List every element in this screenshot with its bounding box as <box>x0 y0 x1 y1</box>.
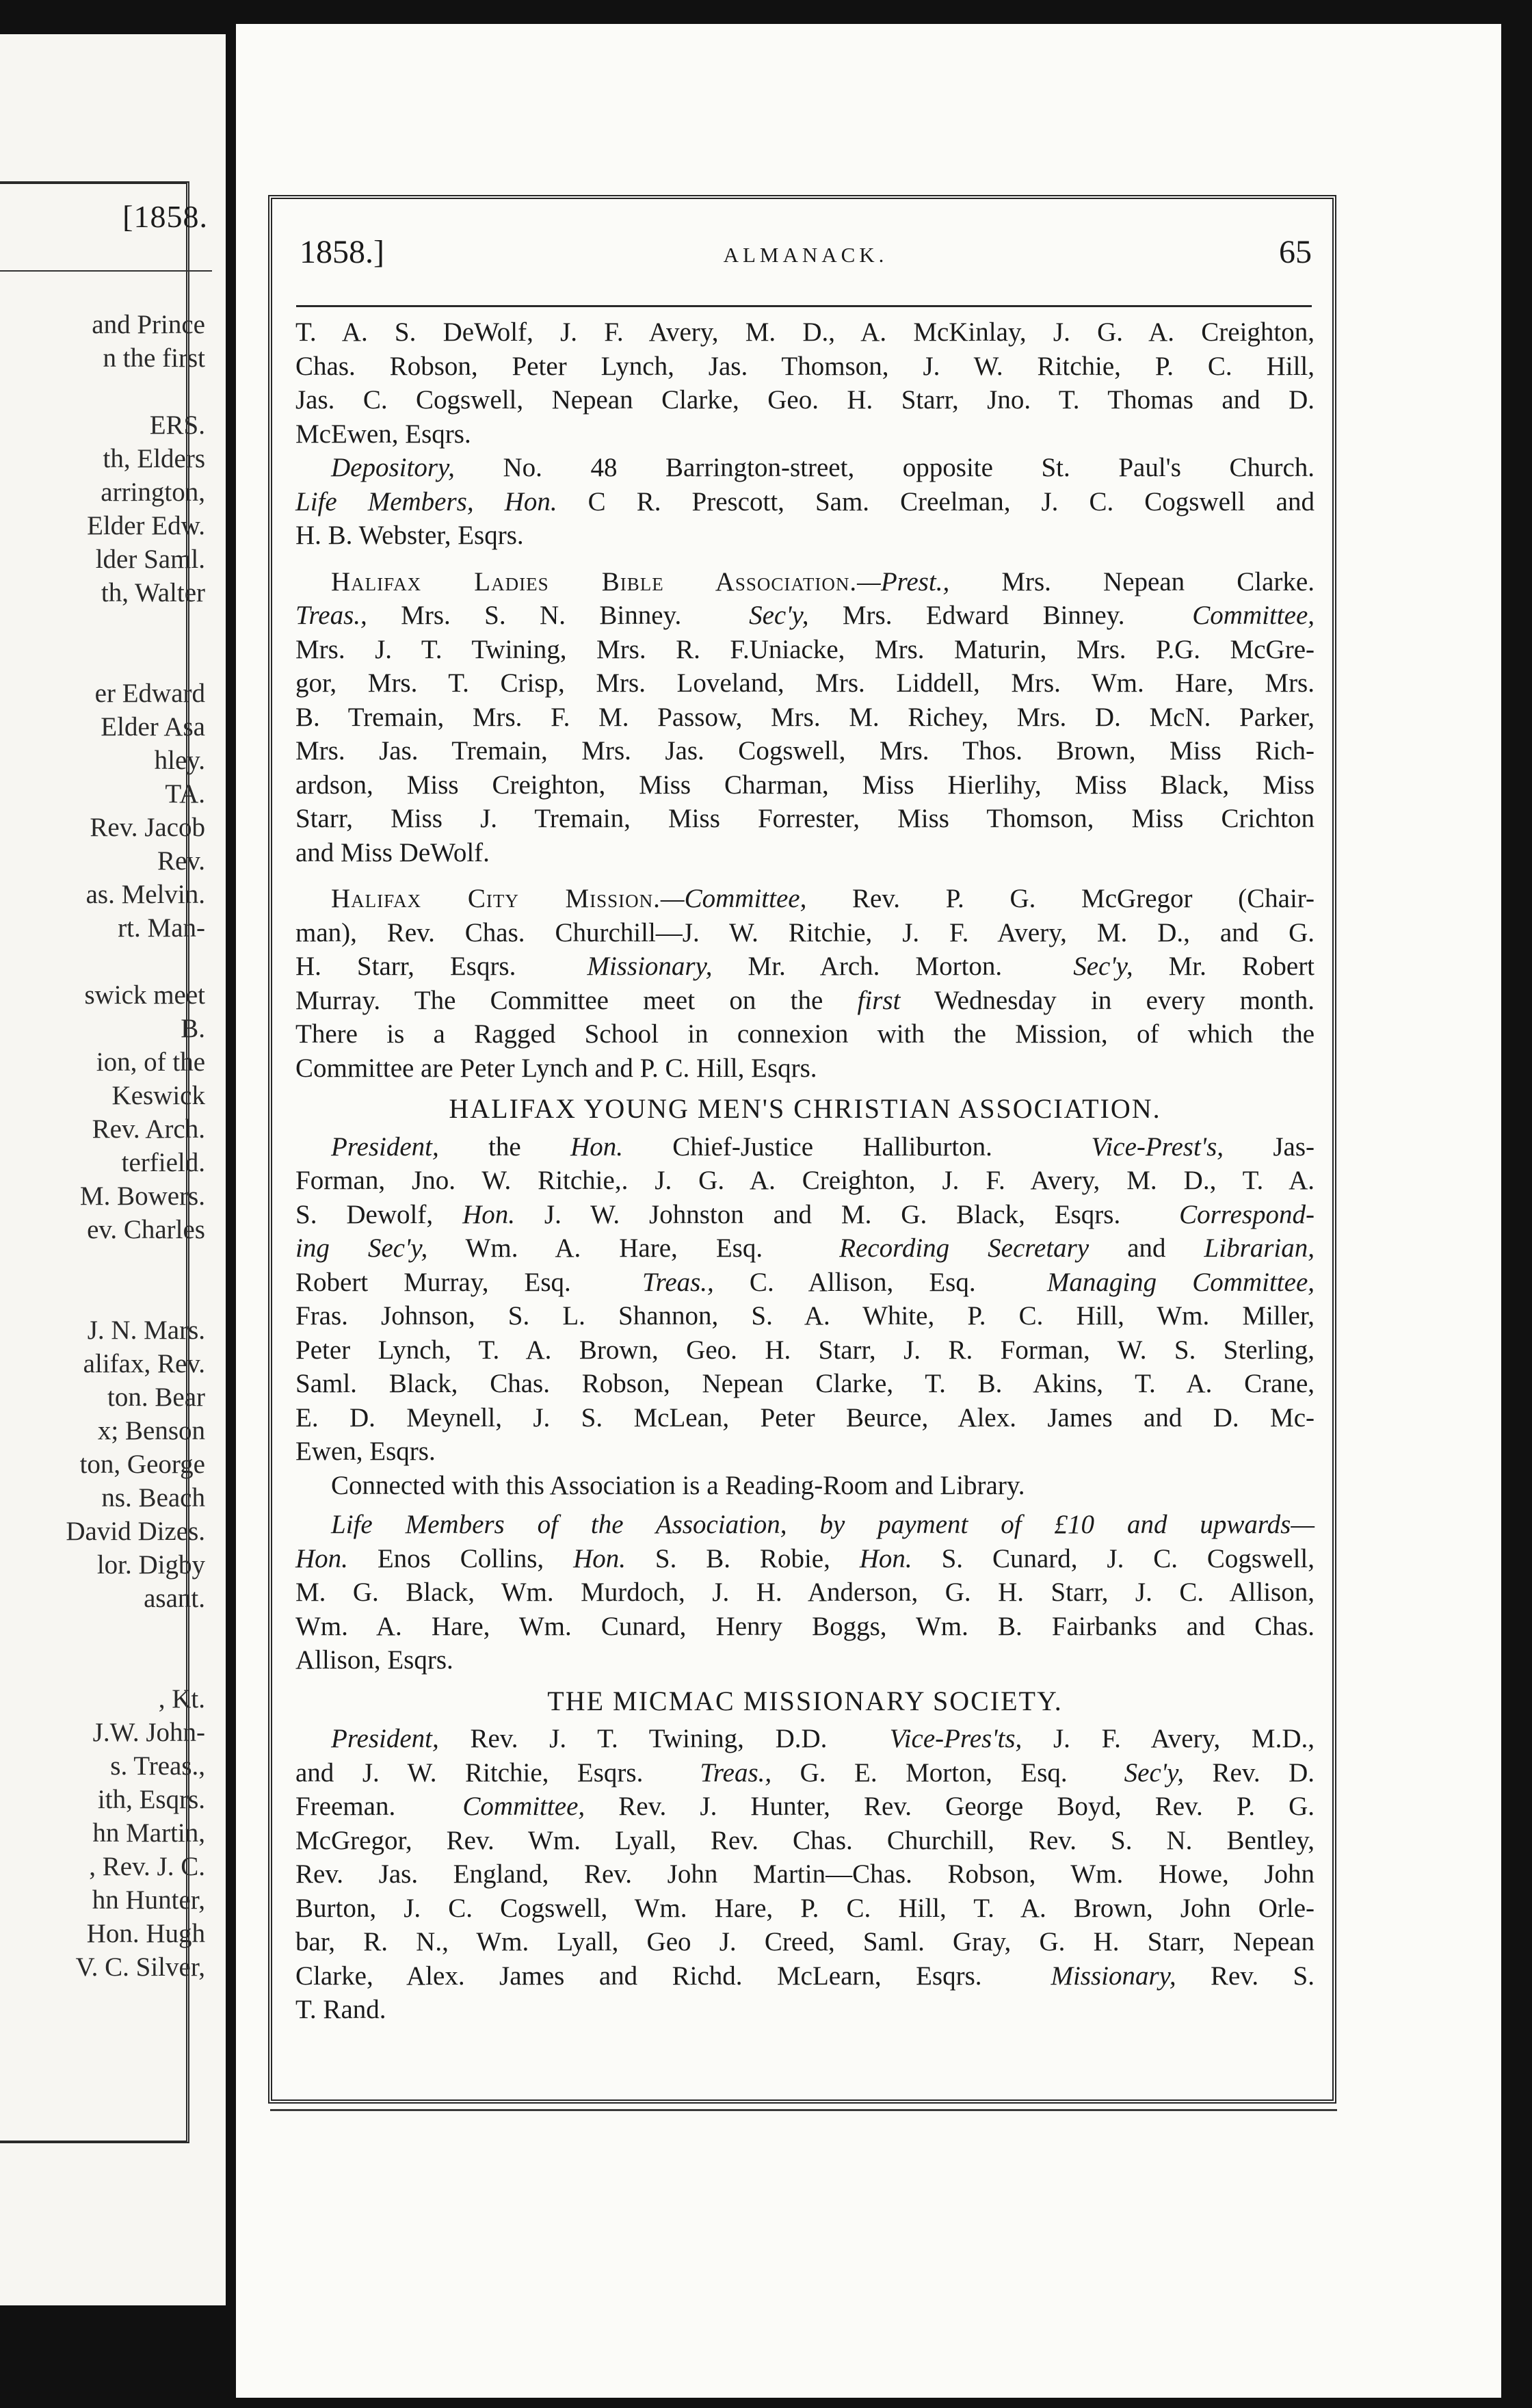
left-page-line: Hon. Hugh <box>86 1919 205 1948</box>
text-fragment: Rev. J. Hunter, Rev. George Boyd, Rev. P. G. <box>585 1792 1315 1821</box>
left-page-gap <box>0 1280 205 1313</box>
bible-society-members <box>295 315 1315 451</box>
city-mission-line-3 <box>295 950 1315 984</box>
text-line: Allison, Esqrs. <box>295 1645 453 1675</box>
hon-label: Hon. <box>295 1543 348 1573</box>
text-fragment: Clarke, Alex. James and Richd. McLearn, Esqrs. <box>295 1961 982 1991</box>
text-line: Chas. Robson, Peter Lynch, Jas. Thomson, J. W. Ritchie, P. C. Hill, <box>295 351 1315 381</box>
left-page-line: n the first <box>103 343 205 373</box>
left-page-line: arrington, <box>101 477 205 507</box>
text-fragment: Murray. The Committee meet on the <box>295 985 823 1015</box>
left-page-line: hn Martin, <box>92 1818 205 1848</box>
micmac-president-label: President, <box>331 1724 439 1753</box>
ymca-vice-label: Vice-Prest's, <box>1091 1131 1224 1162</box>
left-page-gap <box>0 1649 205 1682</box>
left-page-line: M. Bowers. <box>79 1181 205 1211</box>
text-fragment: C. Allison, Esq. <box>713 1267 976 1297</box>
text-line: E. D. Meynell, J. S. McLean, Peter Beurce, Alex. James and D. Mc- <box>295 1402 1315 1432</box>
text-fragment: Enos Collins, <box>347 1543 544 1573</box>
ymca-corr-label-2: ing Sec'y, <box>295 1233 428 1263</box>
text-line: B. Tremain, Mrs. F. M. Passow, Mrs. M. Richey, Mrs. D. McN. Parker, <box>295 702 1315 732</box>
ladies-prest-value: Mrs. Nepean Clarke. <box>949 566 1315 597</box>
left-page-line: Rev. Arch. <box>92 1114 205 1144</box>
left-page-gap <box>0 375 205 408</box>
text-fragment: Rev. J. T. Twining, D.D. <box>438 1724 828 1753</box>
city-mission-name: Halifax City Mission. <box>331 884 661 913</box>
left-page-line: terfield. <box>121 1148 205 1177</box>
text-line: man), Rev. Chas. Churchill—J. W. Ritchie, J. F. Avery, M. D., and G. <box>295 917 1315 947</box>
ymca-corr-label: Correspond- <box>1179 1199 1315 1229</box>
left-page-line: er Edward <box>94 679 205 708</box>
header-year: 1858.] <box>300 234 384 270</box>
life-members-text: C R. Prescott, Sam. Creelman, J. C. Cogswell and <box>557 486 1315 516</box>
left-page-line: swick meet <box>84 980 205 1010</box>
left-page-line: Rev. <box>157 846 205 876</box>
left-page-line: asant. <box>144 1584 205 1613</box>
text-line: McEwen, Esqrs. <box>295 419 471 449</box>
header-title: ALMANACK. <box>723 243 888 267</box>
page-bottom-rule <box>270 2109 1337 2111</box>
micmac-line-3 <box>295 1790 1315 1824</box>
text-line: Starr, Miss J. Tremain, Miss Forrester, Miss Thomson, Miss Crichton <box>295 804 1315 833</box>
depository-line <box>295 451 1315 485</box>
left-page-line: , Kt. <box>158 1684 205 1714</box>
left-page-rule <box>0 270 212 272</box>
text-fragment: Rev. D. <box>1184 1757 1315 1788</box>
left-page-line: th, Walter <box>101 578 205 607</box>
ymca-life-heading-text: Life Members of the Association, by payment of £10 and upwards— <box>331 1510 1315 1539</box>
left-page-line: lder Saml. <box>95 545 205 574</box>
ladies-prest-label: —Prest., <box>857 566 950 597</box>
ymca-rec-label: Recording Secretary <box>839 1233 1089 1263</box>
left-page-gap <box>0 643 205 677</box>
text-fragment: and J. W. Ritchie, Esqrs. <box>295 1757 644 1788</box>
left-page-line: x; Benson <box>97 1416 205 1445</box>
city-committee-label: —Committee, <box>660 884 807 913</box>
text-fragment: Rev. P. G. McGregor (Chair- <box>806 884 1315 913</box>
ymca-mgmt-label: Managing Committee, <box>1046 1267 1315 1297</box>
city-mission-line-1 <box>295 882 1315 916</box>
text-line: Mrs. J. T. Twining, Mrs. R. F.Uniacke, Mrs. Maturin, Mrs. P.G. McGre- <box>295 634 1315 664</box>
left-page-line: Elder Edw. <box>87 511 205 540</box>
text-fragment: Wm. A. Hare, Esq. <box>427 1233 763 1263</box>
text-line: Fras. Johnson, S. L. Shannon, S. A. White, P. C. Hill, Wm. Miller, <box>295 1301 1315 1331</box>
almanack-page <box>236 24 1501 2398</box>
left-page-line: ns. Beach <box>101 1483 205 1513</box>
text-line: ardson, Miss Creighton, Miss Charman, Miss Hierlihy, Miss Black, Miss <box>295 770 1315 800</box>
ymca-treas-label: Treas., <box>642 1267 714 1297</box>
city-mission-line-4 <box>295 984 1315 1018</box>
left-page-line: ton. Bear <box>107 1383 205 1412</box>
ladies-bible-name: Halifax Ladies Bible Association. <box>331 566 858 597</box>
left-page-line: lor. Digby <box>96 1550 205 1580</box>
ladies-committee-label: Committee, <box>1192 601 1315 630</box>
text-line: M. G. Black, Wm. Murdoch, J. H. Anderson, G. H. Starr, J. C. Allison, <box>295 1578 1315 1607</box>
micmac-vice-label: Vice-Pres'ts, <box>889 1724 1022 1753</box>
micmac-missionary-label: Missionary, <box>1051 1961 1176 1991</box>
micmac-treas-label: Treas., <box>700 1757 772 1788</box>
page-body <box>295 315 1315 2027</box>
left-page-line: hn Hunter, <box>92 1885 205 1915</box>
left-page-line: ev. Charles <box>87 1215 205 1244</box>
left-page-gap <box>0 1615 205 1649</box>
text-line: Rev. Jas. England, Rev. John Martin—Chas. Robson, Wm. Howe, John <box>295 1859 1315 1889</box>
text-line: McGregor, Rev. Wm. Lyall, Rev. Chas. Churchill, Rev. S. N. Bentley, <box>295 1825 1315 1855</box>
running-head <box>300 233 1312 274</box>
ymca-president-label: President, <box>331 1131 439 1162</box>
left-page-line: Rev. Jacob <box>90 813 205 842</box>
text-line: and Miss DeWolf. <box>295 837 490 867</box>
text-line: T. Rand. <box>295 1995 386 2024</box>
text-fragment: J. W. Johnston and M. G. Black, Esqrs. <box>514 1199 1121 1229</box>
left-page-line: hley. <box>154 746 205 775</box>
micmac-line-2 <box>295 1756 1315 1790</box>
left-page-gap <box>0 945 205 978</box>
left-page-line: , Rev. J. C. <box>89 1852 205 1881</box>
left-page-line: ith, Esqrs. <box>97 1785 205 1814</box>
left-page-line: ton, George <box>79 1450 205 1479</box>
ladies-bible-line-2 <box>295 599 1315 633</box>
text-line: Burton, J. C. Cogswell, Wm. Hare, P. C. Hill, T. A. Brown, John Orle- <box>295 1893 1315 1923</box>
left-page-line: V. C. Silver, <box>75 1952 205 1982</box>
text-line: Forman, Jno. W. Ritchie,. J. G. A. Creighton, J. F. Avery, M. D., T. A. <box>295 1166 1315 1195</box>
text-line: gor, Mrs. T. Crisp, Mrs. Loveland, Mrs. Liddell, Mrs. Wm. Hare, Mrs. <box>295 668 1315 698</box>
left-page-line: th, Elders <box>103 444 205 473</box>
depository-label: Depository, <box>331 453 455 482</box>
ladies-secy-label: Sec'y, <box>749 601 809 630</box>
text-line: H. B. Webster, Esqrs. <box>295 521 524 550</box>
text-line: Wm. A. Hare, Wm. Cunard, Henry Boggs, Wm. B. Fairbanks and Chas. <box>295 1611 1315 1641</box>
left-page-line: alifax, Rev. <box>83 1349 205 1378</box>
text-fragment: the <box>438 1131 521 1162</box>
ymca-librarian-label: Librarian, <box>1204 1233 1315 1263</box>
ymca-life-heading <box>295 1508 1315 1542</box>
page-number: 65 <box>1279 234 1312 270</box>
left-page-line: ion, of the <box>96 1047 205 1077</box>
left-page-line: TA. <box>165 779 205 809</box>
text-fragment: and <box>1089 1233 1166 1263</box>
text-fragment: Mr. Arch. Morton. <box>712 952 1003 981</box>
text-line: T. A. S. DeWolf, J. F. Avery, M. D., A. McKinlay, J. G. A. Creighton, <box>295 317 1315 347</box>
ymca-line-4 <box>295 1231 1315 1266</box>
ladies-bible-line-1 <box>295 565 1315 599</box>
ladies-treas-label: Treas., <box>295 601 367 630</box>
left-page-year: [1858. <box>122 199 208 234</box>
city-secy-label: Sec'y, <box>1073 952 1133 981</box>
left-page-line: Elder Asa <box>101 712 205 742</box>
text-line: There is a Ragged School in connexion with the Mission, of which the <box>295 1019 1315 1049</box>
page-frame <box>268 195 1336 2104</box>
ladies-treas-value: Mrs. S. N. Binney. <box>367 601 682 630</box>
hon-label: Hon. <box>570 1131 623 1162</box>
left-page-line: as. Melvin. <box>85 880 205 909</box>
life-members-line <box>295 485 1315 519</box>
text-fragment: J. F. Avery, M.D., <box>1022 1724 1315 1753</box>
micmac-committee-label: Committee, <box>462 1792 585 1821</box>
text-line: Ewen, Esqrs. <box>295 1437 436 1466</box>
left-page-line: and Prince <box>92 310 205 339</box>
left-page-line: J.W. John- <box>92 1718 205 1747</box>
left-page-line: rt. Man- <box>118 913 205 943</box>
city-missionary-label: Missionary, <box>587 952 713 981</box>
depository-text: No. 48 Barrington-street, opposite St. Paul's Church. <box>454 453 1315 482</box>
ladies-secy-value: Mrs. Edward Binney. <box>808 601 1125 630</box>
text-fragment: Mr. Robert <box>1133 952 1315 981</box>
text-line: Saml. Black, Chas. Robson, Nepean Clarke, T. B. Akins, T. A. Crane, <box>295 1369 1315 1398</box>
left-page-gap <box>0 1246 205 1280</box>
ymca-heading: HALIFAX YOUNG MEN'S CHRISTIAN ASSOCIATION. <box>449 1093 1161 1124</box>
left-page-line: s. Treas., <box>110 1751 205 1781</box>
life-members-label: Life Members, Hon. <box>295 486 557 516</box>
text-fragment: Freeman. <box>295 1792 396 1821</box>
micmac-secy-label: Sec'y, <box>1124 1757 1185 1788</box>
first-italic: first <box>857 985 901 1015</box>
left-page-line: ERS. <box>149 410 205 440</box>
left-page-gap <box>0 610 205 643</box>
text-fragment: Rev. S. <box>1176 1961 1315 1991</box>
micmac-heading: THE MICMAC MISSIONARY SOCIETY. <box>547 1685 1063 1716</box>
text-line: Mrs. Jas. Tremain, Mrs. Jas. Cogswell, Mrs. Thos. Brown, Miss Rich- <box>295 736 1315 765</box>
text-fragment: Jas- <box>1224 1131 1315 1162</box>
text-fragment: Chief-Justice Halliburton. <box>622 1131 992 1162</box>
text-fragment: S. Dewolf, <box>295 1199 434 1229</box>
left-page-text <box>0 308 205 1984</box>
text-line: Jas. C. Cogswell, Nepean Clarke, Geo. H. Starr, Jno. T. Thomas and D. <box>295 385 1315 415</box>
left-page-line: B. <box>181 1014 205 1043</box>
text-line: Committee are Peter Lynch and P. C. Hill, Esqrs. <box>295 1053 817 1083</box>
left-facing-page <box>0 34 226 2305</box>
left-page-line: Keswick <box>111 1081 205 1110</box>
text-fragment: S. B. Robie, <box>626 1543 830 1573</box>
left-page-line: David Dizes. <box>66 1517 205 1546</box>
text-fragment: Wednesday in every month. <box>900 985 1315 1015</box>
text-line: bar, R. N., Wm. Lyall, Geo J. Creed, Saml. Gray, G. H. Starr, Nepean <box>295 1927 1315 1956</box>
ymca-line-3 <box>295 1198 1315 1232</box>
text-line: Peter Lynch, T. A. Brown, Geo. H. Starr, J. R. Forman, W. S. Sterling, <box>295 1335 1315 1365</box>
ymca-line-5 <box>295 1266 1315 1300</box>
hon-label: Hon. <box>573 1543 626 1573</box>
hon-label: Hon. <box>859 1543 912 1573</box>
micmac-line-last <box>295 1959 1315 1993</box>
left-page-line: J. N. Mars. <box>87 1316 205 1345</box>
text-fragment: S. Cunard, J. C. Cogswell, <box>912 1543 1315 1573</box>
ymca-connected: Connected with this Association is a Reading-Room and Library. <box>331 1470 1025 1500</box>
hon-label: Hon. <box>462 1199 515 1229</box>
text-fragment: G. E. Morton, Esq. <box>771 1757 1068 1788</box>
header-rule <box>296 305 1312 307</box>
ymca-life-line-1 <box>295 1542 1315 1576</box>
micmac-line-1 <box>295 1722 1315 1756</box>
text-fragment: H. Starr, Esqrs. <box>295 952 516 981</box>
ymca-line-1 <box>295 1130 1315 1164</box>
text-fragment: Robert Murray, Esq. <box>295 1267 571 1297</box>
